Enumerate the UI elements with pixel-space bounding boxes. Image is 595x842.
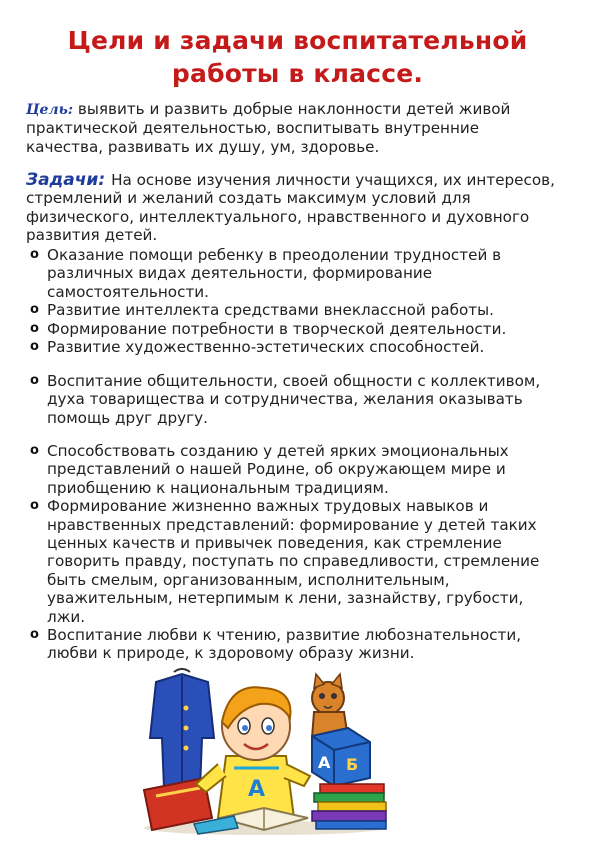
bullet-marker-icon: o	[30, 247, 39, 262]
bullet-text: Развитие художественно-эстетических способностей.	[47, 338, 485, 357]
bullet-text: Воспитание общительности, своей общности с коллективом, духа товарищества и сотрудничества, желания оказывать помощь друг другу.	[47, 372, 541, 427]
bullet-text: Развитие интеллекта средствами внеклассной работы.	[47, 301, 494, 320]
bullet-marker-icon: o	[30, 498, 39, 514]
bullet-marker-icon: o	[30, 373, 39, 388]
svg-text:A: A	[248, 777, 266, 802]
bullet-item	[30, 497, 560, 626]
boy-character	[196, 687, 310, 818]
bullet-item	[30, 246, 560, 301]
title-line-2: работы в классе.	[171, 59, 424, 88]
bullet-marker-icon: o	[30, 339, 39, 355]
bullet-marker-icon: o	[30, 627, 39, 643]
tasks-paragraph: Задачи: На основе изучения личности учащихся, их интересов, стремлений и желаний создать максимум условий для физического, интеллектуального, нравственного и духовного развития детей.	[26, 170, 555, 245]
goal-text: выявить и развить добрые наклонности детей живой практической деятельностью, воспитывать внутренние качества, развивать их душу, ум, здоровье.	[26, 100, 511, 156]
bullet-item	[30, 301, 560, 319]
cube-letter-b: Б	[346, 755, 359, 774]
bullet-item	[30, 320, 560, 338]
tasks-text: На основе изучения личности учащихся, их интересов, стремлений и желаний создать максимум условий для физического, интеллектуального, нравственного и духовного развития детей.	[26, 171, 555, 245]
title-line-1: Цели и задачи воспитательной	[67, 26, 528, 55]
bullet-marker-icon: o	[30, 320, 39, 336]
bullet-text: Воспитание любви к чтению, развитие любознательности, любви к природе, к здоровому образу жизни.	[47, 626, 522, 663]
cube-letter-a: А	[318, 753, 331, 772]
bullet-text: Способствовать созданию у детей ярких эмоциональных представлений о нашей Родине, об окружающем мире и приобщению к национальным традициям.	[47, 442, 509, 497]
bullet-text: Формирование потребности в творческой деятельности.	[47, 319, 507, 338]
bullet-marker-icon: o	[30, 302, 39, 318]
bullet-list-group-2	[30, 372, 560, 427]
goal-label: Цель:	[26, 102, 74, 118]
page-title	[0, 24, 595, 90]
book-stack-icon	[312, 784, 386, 829]
bullet-list-group-1	[30, 246, 560, 356]
bullet-item	[30, 372, 560, 427]
bullet-item	[30, 338, 560, 356]
child-with-books-illustration	[134, 668, 394, 836]
bullet-marker-icon: o	[30, 443, 39, 458]
goal-paragraph	[26, 100, 556, 156]
bullet-item	[30, 626, 560, 663]
alphabet-cube-icon	[312, 728, 370, 786]
bullet-list-group-3	[30, 442, 560, 663]
bullet-item	[30, 442, 560, 497]
bullet-text: Оказание помощи ребенку в преодолении трудностей в различных видах деятельности, формирование самостоятельности.	[47, 246, 502, 301]
tasks-label: Задачи	[26, 170, 99, 190]
bullet-text: Формирование жизненно важных трудовых навыков и нравственных представлений: формирование у детей таких ценных качеств и привычек поведения, как стремление говорить правду, поступать по справедливости, стремление быть смелым, организованным, исполнительным, уважительным, нетерпимым к лени, зазнайству, грубости, лжи.	[47, 497, 540, 626]
school-jacket-icon	[150, 669, 214, 788]
